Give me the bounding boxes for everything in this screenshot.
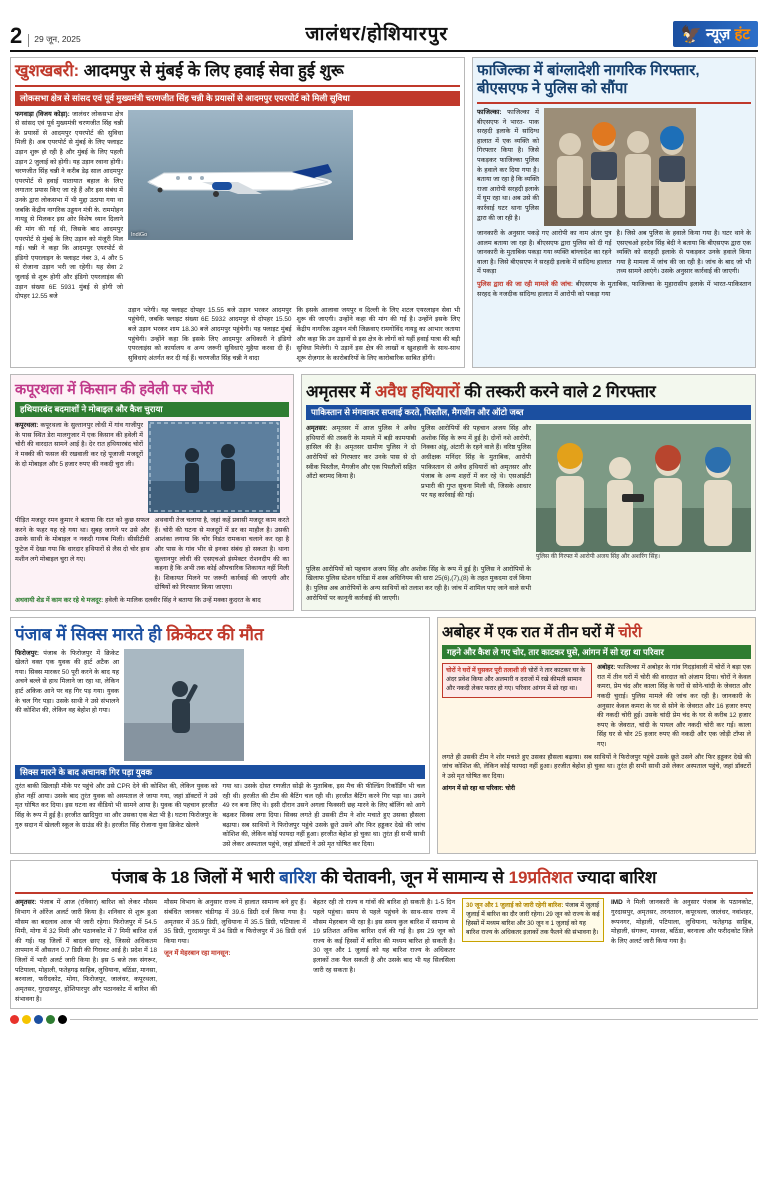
weather-note-title: 30 जून और 1 जुलाई को जारी रहेगी बारिश:: [466, 902, 564, 910]
police-with-detainee-photo: [544, 108, 696, 226]
weather-headline-blue: बारिश: [279, 868, 317, 888]
color-dot-green: [46, 1015, 55, 1024]
fazilka-upper: [477, 108, 751, 226]
cctv-thieves-photo: [148, 421, 280, 513]
registration-color-bar: [10, 1015, 758, 1024]
kapurthala-footnote-label: अथवायी शेड में काम कर रहे थे मजदूर:: [15, 596, 104, 604]
imd-body: ने मिली जानकारी के अनुसार पंजाब के पठानकोट, गुरदासपुर, अमृतसर, तरनतारन, कपूरथला, जालंधर, नवांशहर, रूपनगर, मोहाली, पटियाला, लुधियाना, फतेहगढ़ साहिब, मोहाली, संगरूर, मानसा, बठिंडा, बरनाला और फरीदकोट जिले के लिए अलर्ट जारी किया गया है।: [611, 899, 753, 945]
detainee-illustration: [544, 108, 696, 226]
amritsar-photo-caption: पुलिस की गिरफ्त में आरोपी अजय सिंह और अशरिंग सिंह।: [536, 554, 661, 561]
cricketer-col3-text: गया था। उसके दोस्त रणजीत सोढ़ी के मुताबिक, इस मैच की फील्डिंग रिकॉर्डिंग भी चल रही थी। हरजीत की टीम की बैटिंग चल रही थी। हरजीत बैटिंग करने गिर पड़ा था। उसने 49 रन बना लिए थे। इसी दौरान उसने अगला फिक्सरी छह मारने के लिए बॉलिंग को आगे बढ़कर सिक्स लगा दिया। सिक्स लगते ही उसकी टीम ने शोर मचाते हुए उसका हौसला बढ़ाया। सब साथियों ने फिरोजपुर पहुंचे उसके छूते उसने और फिर हड्डकर देखे की जांच कोशिश की, लेकिन कोई फायदा नहीं हुआ। हरजीत बेहोश हो चुका था। तुरंत ही सभी साथी उसे लेकर अस्पताल पहुंचे, जहां डॉक्टरों ने उसे मृत घोषित कर दिया।: [222, 783, 425, 848]
story-fazilka: [472, 57, 756, 368]
abohar-tail: आंगन में सो रहा था परिवार: चोरी: [442, 785, 515, 793]
abohar-dateline: अबोहर:: [597, 664, 616, 672]
kapurthala-headline: कपूरथला में किसान की हवेली पर चोरी: [15, 382, 214, 399]
adampur-dateline: फगवाड़ा (विजय कोड़ा):: [15, 110, 70, 118]
cricketer-headline-red: क्रिकेटर की मौत: [166, 624, 264, 644]
amritsar-col1-body: अमृतसर में आज पुलिस ने अवैध हथियारों की तस्करी के मामले में बड़ी कामयाबी हासिल की है। अमृतसर ग्रामीण पुलिस ने दो आरोपियों को गिरफ्तार कर उनके पास से दो स्वीक पिस्तौल, मैगजीन और एक पिस्तौलों सहित ऑटो बरामद किया है।: [306, 425, 416, 481]
fazilka-probe-text: बीएसएफ के मुताबिक, फाजिल्का के मुहारासीय इलाके में भारत-पाकिस्तान सरहद के नजदीक सांदिग्ध हालात में आरोपी को पकड़ा गया: [477, 281, 751, 298]
abohar-headline-part1: अबोहर में एक रात में तीन घरों में: [442, 623, 619, 641]
fazilka-headline: फाजिल्का में बांग्लादेशी नागरिक गिरफ्तार, बीएसएफ ने पुलिस को सौंपा: [477, 62, 700, 97]
kapurthala-col2-text: पीड़ित मजदूर रमन कुमार ने बताया कि रात को कुछ सफल करने के फहर यह रहे गया था। सुबह जागने पर उसे और उसके साथी के मोबाइल न नकदी गायब मिली। सीसीटीवी फुटेज में देखा गया कि धारदार हथियारों से लैस दो चोर हाथ मशीन लगे मोबाइल चुरा ले गए।: [15, 517, 150, 563]
cricketer-col1-text: [15, 649, 119, 761]
adampur-headline: [15, 62, 460, 81]
page-number: 2: [10, 23, 23, 48]
weather-col1-body: पंजाब में आज (रविवार) बारिश को लेकर मौसम विभाग ने ऑरेंज अलर्ट जारी किया है। शनिवार से शुरू हुआ मौसम का बदलाव आज भी जारी रहेगा। फिरोजपुर में 54.5 मिमी, मोगा में 32 मिमी और पठानकोट में 7 मिमी बारिश दर्ज की गई। यह जिलों में बादल छाए रहे, जिससे अधिकतम तापमान में औसतन 0.7 डिग्री की गिरावट आई है। प्रदेश में 18 जिलों में भारी अलर्ट जारी किया है। इस 5 बजे तक संगरूर, पटियाला, मोहाली, फतेहगढ़ साहिब, लुधियाना, बठिंडा, मानसा, बरनाला, फरीदकोट, मोगा, फिरोजपुर, जालंधर, कपूरथला, अमृतसर, गुरदासपुर, होशियारपुर और पठानकोट में बारिश की संभावना है।: [15, 899, 157, 1003]
cricketer-batting-photo: [124, 649, 244, 761]
weather-headline-part2: की चेतावनी, जून में सामान्य से: [316, 868, 509, 888]
amritsar-headline-red: अवैध हथियारों: [374, 383, 460, 402]
masthead: [10, 8, 758, 52]
middle-stories-row: [10, 374, 758, 610]
kapurthala-col1-body: कपूरथला के सुल्तानपुर लोधी में गांव गाजीपुर के पास स्थित डेरा मालगुजार में एक किसान की हवेली में चोरी की वारदात सामने आई है। देर रात हथियारबंद चोरों ने मक्की की फसल की रखवाली कर रहे पूजाजी मजदूरों के दो मोबाइल और 5 हजार रुपए की नकदी चुरा ली।: [15, 422, 144, 468]
cctv-illustration: [148, 421, 280, 513]
amritsar-dateline: अमृतसर:: [306, 425, 328, 433]
divider: [15, 892, 753, 894]
color-dot-yellow: [22, 1015, 31, 1024]
weather-col-1: [15, 898, 157, 1004]
weather-columns: [15, 898, 753, 1004]
arrest-illustration: [536, 424, 751, 552]
fazilka-probe: [477, 280, 751, 299]
amritsar-headline-part2: की तस्करी करने वाले 2 गिरफ्तार: [459, 383, 656, 402]
story-weather: [10, 860, 758, 1009]
weather-headline-part1: पंजाब के 18 जिलों में भारी: [111, 868, 280, 888]
footer-rule: [70, 1019, 758, 1020]
abohar-col2-text: लगते ही उसकी टीम ने शोर मचाते हुए उसका हौसला बढ़ाया। सब साथियों ने फिरोजपुर पहुंचे उसके छूते उसने और फिर हड्डकर देखे की जांच कोशिश की, लेकिन कोई फायदा नहीं हुआ। हरजीत बेहोश हो चुका था। तुरंत ही सभी साथी उसे लेकर अस्पताल पहुंचे, जहां डॉक्टरों ने उसे मृत घोषित कर दिया।: [442, 753, 751, 780]
fazilka-col1-body: फाजिल्का में बीएसएफ ने भारत- पाक सरहदी इलाके में सांदिग्ध हालात में एक व्यक्ति को गिरफ्तार किया है। जिसे पकड़कर फाजिल्का पुलिस के हवाले कर दिया गया है। बताया जा रहा है कि व्यक्ति राजा आरोपी सरहदी इलाके में घूम रहा था। अब उसे की कार्रवाई घटर थाना पुलिस द्वारा की जा रही है।: [477, 109, 539, 222]
masthead-left: [10, 25, 81, 47]
adampur-col2-text: उड़ान भरेगी। यह फ्लाइट दोपहर 15.55 बजे उड़ान भरकर आदमपुर पहुंचेगी, जबकि फ्लाइट संख्या 6E 5932 आदमपुर से दोपहर 15.50 बजे उड़ान भरकर शाम 18.30 बजे आदमपुर पहुंचेगी। यह फ्लाइट मुंबई पहुंचेगी। उन्होंने कहा कि इसके लिए आदमपुर अधिकारी ने इंडिगो एयरलाइंस को कार्यालय व अन्य जरूरी सुविधाएं मुहैया करवा दी हैं। सुविधाएं अंतर्गत कर दी गई हैं। चरणजीत सिंह चन्नी ने वादा: [128, 306, 292, 362]
weather-col-3: [313, 898, 455, 1004]
abohar-col1-body: फाजिल्का में अबोहर के गांव गिदड़ांवाली में चोरों ने बड़ा एक रात में तीन घरों में चोरी की वारदात को अंजाम दिया। चोरों ने केवल कमरा, प्रेम चंद और काला सिंह के घरों से सोने-चांदी के जेवरात और नकदी चुराई। पुलिस मामले की जांच कर रही है। जानकारी के अनुसार केवल कमरा के घर से सोने के जेवरात और 16 हजार रुपए की नकदी चोरी हुई। उसके चांदी प्रेम चंद के घर से करीब 12 हजार रुपए के जेवरात, चांदी के पायल और नकदी चोरी कर गई। काला सिंह घर से चोर 25 हजार रुपए की नकदी और एक जोड़ी टॉप्स ले गए।: [597, 664, 751, 749]
abohar-subheadline: गहने और कैश ले गए चोर, तार काटकर घुसे, आंगन में सो रहा था परिवार: [442, 645, 751, 660]
aircraft-illustration: [142, 156, 338, 202]
kapurthala-subheadline: हथियारबंद बदमाशों ने मोबाइल और कैश चुराया: [15, 402, 289, 417]
weather-col-2: [164, 898, 306, 1004]
police-arrest-weapons-photo: [536, 424, 751, 552]
adampur-col3-text: कि इसके आलावा जयपुर व दिल्ली के लिए शटल एयरलाइन सेवा भी शुरू की जाएगी। उन्होंने कहा की मांग की गई है। उन्होंने इसके लिए केंद्रीय नागरिक उड्डयन मंत्री जिक्रवाए रामगोविंद नायडू का आभार जताया और कहा कि उन उड़ानों से इस क्षेत्र के लोगों को यहीं हवाई यात्रा की बड़ी सुविधा मिलेगी। ये उड़ानें इस क्षेत्र की लाखों व खुशहाली के साथ-साथ शूरू रोज़गार के कारोबारियों के लिए कारोबारिक साबित होंगी।: [296, 306, 460, 362]
abohar-highlight-box: [442, 663, 592, 698]
adampur-headline-black: आदमपुर से मुंबई के लिए हवाई सेवा हुई शुरू: [83, 62, 344, 80]
weather-headline: [15, 865, 753, 888]
brand-logo: [673, 21, 758, 47]
abohar-headline: [442, 622, 751, 642]
amritsar-subheadline: पाकिस्तान से मंगवाकर सप्लाई करते, पिस्तौल, मैगजीन और ऑटो जब्त: [306, 405, 751, 420]
color-dot-blue: [34, 1015, 43, 1024]
adampur-col-1: [15, 110, 123, 302]
abohar-note-title: चोरों ने घरों में घुसकर पूरी तलाशी ली: [446, 667, 527, 675]
adampur-subheadline: लोकसभा क्षेत्र से सांसद एवं पूर्व मुख्यमंत्री चरणजीत सिंह चन्नी के प्रयासों से आदमपुर एयरपोर्ट को मिली सुविधा: [15, 91, 460, 106]
weather-col3-text: बेहतर रही तो राज्य व गांवों की बारिश हो सकती है। 1-5 दिन पहले पहुंचा। समय से पहले पहुंचने के साथ-साथ राज्य में मौसम मेहरबान भी रहा है। इस समय कुल बारिश में सामान्य से 19 प्रतिशत अधिक बारिश दर्ज की गई है। इस 29 जून को राज्य के कई हिस्सों में बारिश की मध्यम बारिश हो सकती है। 30 जून और 1 जुलाई को यह बारिश राज्य के अधिकतर इलाकों तक फैल सकती है और उसके बाद भी यह सिलसिला जारी रह सकता है।: [313, 899, 455, 974]
amritsar-col1-text: [306, 424, 416, 501]
weather-headline-red: 19प्रतिशत: [508, 868, 573, 888]
color-dot-red: [10, 1015, 19, 1024]
adampur-col1-text: [15, 110, 123, 302]
fazilka-col1-text: [477, 108, 539, 226]
adampur-lower: [15, 306, 460, 364]
weather-headline-part3: ज्यादा बारिश: [572, 868, 657, 888]
abohar-note-text: चोरों ने तार काटकर घर के अंदर प्रवेश किया और अलमारी व दराजों में रखे कीमती सामान और नकदी लेकर फरार हो गए। परिवार आंगन में सो रहा था।: [446, 667, 586, 693]
weather-note-text: पंजाब में जुलाई जुलाई में बारिश का दौर जारी रहेगा। 29 जून को राज्य के कई हिस्सों में मध्यम बारिश और 30 जून व 1 जुलाई को यह बारिश राज्य के अधिकतर इलाकों तक फैलने की संभावना है।: [466, 902, 600, 937]
amritsar-headline-part1: अमृतसर में: [306, 383, 375, 402]
color-dot-black: [58, 1015, 67, 1024]
cricketer-col1-body: पंजाब के फिरोजपुर में क्रिकेट खेलते वक्त एक युवक की हार्ट अटैक आ गया। सिक्स मारकर 50 पूरी करने के बाद यह अचने बल्ले से हाथ मिलाने जा रहा था, लेकिन हार्ट अकिक आने पर वह गिर पड़ गया। युवक के चल गिर पड़ा। उसके साथी ने उसे संभालने की कोशिश की, लेकिन वह बेहोश हो गया।: [15, 649, 119, 715]
publication-date: 29 जून, 2025: [28, 34, 80, 47]
cricketer-headline: [15, 622, 425, 645]
cricketer-subheadline: सिक्स मारने के बाद अचानक गिर पड़ा युवक: [15, 765, 425, 780]
fazilka-dateline: फाजिल्का:: [477, 109, 502, 116]
fazilka-probe-label: पुलिस द्वारा की जा रही मामले की जांच:: [477, 281, 574, 289]
weather-highlight-box: [462, 898, 604, 942]
fazilka-col2-text: जानकारी के अनुसार पकड़े गए आरोपी का नाम अंतर पुत्र आलम बताया जा रहा है। बीएसएफ द्वारा पुलिस को दी गई जानकारी के मुताबिक पकड़ा गया व्यक्ति बांग्लादेश का रहने वाला है। जिसे बीएसएफ ने सरहदी इलाके में सांदिग्ध हालात में पकड़ा: [477, 230, 612, 276]
cricketer-col2-text: तुरंत बाकी खिलाड़ी मौके पर पहुंचे और उसे CPR देने की कोशिश की, लेकिन युवक को होश नहीं आया। उसके बाद तुरंत युवक को अस्पताल ले जाया गया, जहां डॉक्टरों ने उसे मृत घोषित कर दिया। इस घटना का वीडियो भी सामने आया है। युवक की पहचान हरजीत सिंह के रूप में हुई है। हरजीत खादिपुरा था और उसका एक बेटा भी है। घटना फिरोजपुर के गुरु सदान में खेलली स्कूल के ग्राउंड की है। हरजीत सिंह रोजाना युवा क्रिकेट खेलने: [15, 783, 218, 829]
weather-col-5: [611, 898, 753, 1004]
indigo-aircraft-photo: [128, 110, 353, 240]
story-abohar: [437, 617, 756, 855]
story-amritsar: [301, 374, 756, 610]
amritsar-col2-text: पुलिस आरोपियों की पहचान अजय सिंह और अशोक सिंह के रूप में हुई है। दोनों नशे आरोपी, निक्का अंडू, अंटारी के रहने वाले हैं। वरिष्ठ पुलिस अधीक्षक मनिंदर सिंह के मुताबिक, आरोपी पाकिस्तान से अवैध हथियारों को अमृतसर और पंजाब के अन्य शहरों में कर रहे थे। एसआईटी प्रभारी की गुप्त सूचना मिली थी, जिसके आधार पर यह कार्रवाई की गई।: [421, 425, 531, 500]
adampur-col1-body: जालंधर लोकसभा क्षेत्र से सांसद एवं पूर्व मुख्यमंत्री चरणजीत सिंह चन्नी के प्रयासों से आदमपुर एयरपोर्ट की सुविधा मिली है। अब एयरपोर्ट से मुंबई के लिए फ्लाइट उड़ान शुरू हो रही है और मुंबई के लिए पहली उड़ान 2 जुलाई को होगी। यह उड़ान रवाना होगी। चरणजीत सिंह चन्नी ने करीब डेढ़ साल आदमपुर एयरपोर्ट से हवाई यातायात बहाल के लिए लगातार प्रयास किए जा रहे हैं और इस संबंध में उनके द्वारा लोकसभा में भी मुद्दा उठाया गया था जबकि केंद्रीय नागरिक उड्डयन मंत्री के. राममोहन नायडू से मिलकर इस ओर विशेष ध्यान दिलाने की मांग की गई थी, जिसके बाद आदमपुर एयरपोर्ट से मुंबई के लिए उड़ान को मंजूरी मिल गई। चन्नी ने कहा कि आदमपुर एयरपोर्ट से इंडिगो एयरलाइन के फ्लाइट नंबर 3, 4 और 5 से रोजाना उड़ान भरी जा रहेगी। यह सेवा 2 जुलाई से शुरू होगी और इंडिगो एयरलाइंस की उड़ान संख्या 6E 5931 मुंबई से होगी जो दोपहर 12.55 बजे: [15, 110, 124, 301]
weather-col2-subhead: जून में मेहरबान रहा मानसून:: [164, 950, 231, 958]
weather-imd-text: [611, 898, 753, 946]
fazilka-col3-text: है। जिसे अब पुलिस के हवाले किया गया है। घटर थाने के एसएचओ हरदेव सिंह बेदी ने बताया कि बीएसएफ द्वारा एक व्यक्ति को सरहदी इलाके से पकड़कर उनके हवाले किया गया है मामला में जांच की जा रही है। जांच के बाद जो भी तथ्य सामने आएंगे। उसके अनुसार कार्रवाई की जाएगी।: [616, 230, 751, 276]
kapurthala-footnote: [15, 596, 289, 606]
eagle-icon: 🦅: [680, 24, 703, 44]
batsman-illustration: [124, 649, 244, 761]
brand-name: [706, 24, 750, 44]
weather-col1-text: [15, 898, 157, 1004]
weather-dateline: अमृतसर:: [15, 899, 37, 907]
divider: [477, 102, 751, 104]
kapurthala-dateline: कपूरथला:: [15, 422, 39, 430]
top-stories-row: [10, 57, 758, 368]
imd-label: IMD: [611, 899, 623, 907]
cricketer-headline-part1: पंजाब में सिक्स मारते ही: [15, 624, 167, 644]
amritsar-col3-text: पुलिस आरोपियों को पहचान अजय सिंह और अशोक सिंह के रूप में हुई है। पुलिस ने आरोपियों के खिलाफ पुलिस स्टेशन घरिंडा में शस्त्र अधिनियम की धारा 25(6),(7),(8) के तहत मुकदमा दर्ज किया है। पुलिस अब आरोपियों के अन्य साथियों को तलाश कर रही है। जांच में शामिल पाए जाने वाले सभी आरोपियों पर कानूनी कार्रवाई की जाएगी।: [306, 565, 531, 602]
story-kapurthala: [10, 374, 294, 610]
brand-word-1: न्यूज़: [706, 26, 731, 43]
abohar-col1-text: [597, 663, 751, 749]
photo-label: IndiGo: [131, 231, 148, 238]
kapurthala-footnote-text: हवेली के मालिक दलवीर सिंह ने बताया कि उन्हें मक्का कुदरत के बाद: [105, 596, 261, 604]
adampur-headline-red: खुशखबरी:: [15, 62, 80, 80]
abohar-headline-red: चोरी: [618, 623, 642, 641]
amritsar-headline: [306, 379, 751, 402]
cricketer-dateline: फिरोजपुर:: [15, 649, 39, 657]
weather-col-4: [462, 898, 604, 1004]
brand-word-2: हंट: [734, 26, 750, 43]
story-adampur: [10, 57, 465, 368]
section-title: जालंधर/होशियारपुर: [305, 24, 449, 45]
divider: [15, 85, 460, 87]
kapurthala-col1-text: [15, 421, 143, 513]
adampur-upper: [15, 110, 460, 302]
lower-stories-row: [10, 617, 758, 855]
weather-col2-text: मौसम विभाग के अनुसार राज्य में हालात सामान्य बने हुए हैं। संबंधित जानकर चंडीगढ़ में 39.6 डिग्री दर्ज किया गया है। अमृतसर में 35.9 डिग्री, लुधियाना में 35.5 डिग्री, पटियाला में 35 डिग्री, गुरदासपुर में 34 डिग्री व फिरोजपुर में 36 डिग्री दर्ज किया गया।: [164, 899, 306, 945]
kapurthala-col3-text: अथवायी तेज चलाया है, जहां कहें प्रवासी मजदूर काम करते हैं। चोरी की घटना से मजदूरों में डर का माहौल है। उसकी आशंका लगाया कि चोर निडंत रामकथा चलाने कर रहा है और पास के गांव भीर से इनका संबंध हो सकता है। थाना सुल्तानपुर लोधी की एसएचओ इंस्पेक्टर रोशनदीप की का कहना है कि अभी तक कोई औपचारिक शिकायत नहीं मिली है। शिकायत मिलने पर जरूरी कार्रवाई की जाएगी और दोषियों को गिरफ्तार किया जाएगा।: [154, 517, 289, 592]
story-cricketer: [10, 617, 430, 855]
